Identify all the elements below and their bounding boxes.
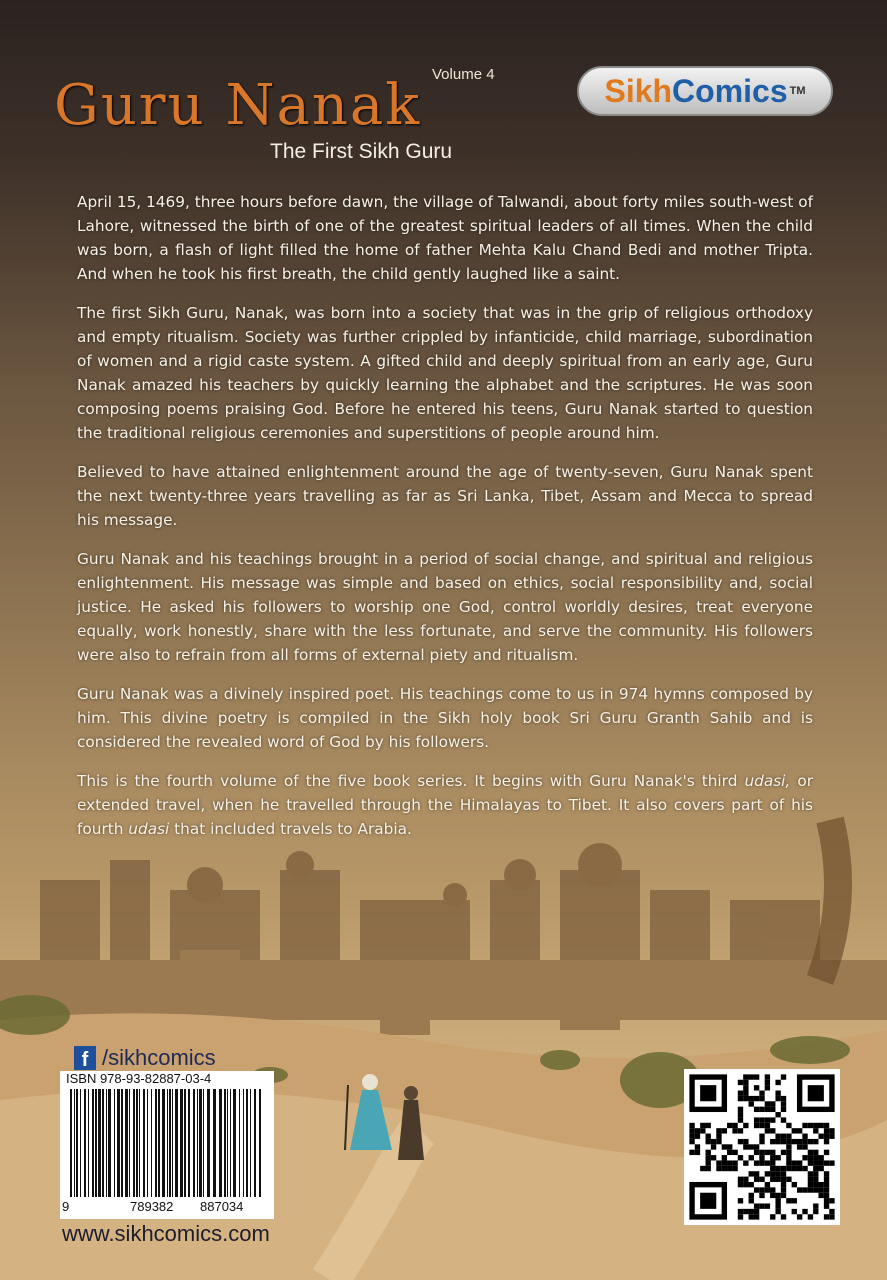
barcode-digit-group-2: 887034	[200, 1199, 244, 1214]
synopsis-paragraph-5: Guru Nanak was a divinely inspired poet. His teachings come to us in 974 hymns composed by him. This divine poetry is compiled in the Sikh holy book Sri Guru Granth Sahib and is considered the revealed word of God by his followers.	[77, 685, 813, 751]
synopsis-paragraph-1: April 15, 1469, three hours before dawn, the village of Talwandi, about forty miles south-west of Lahore, witnessed the birth of one of the greatest spiritual leaders of all times. When the child was born, a flash of light filled the home of father Mehta Kalu Chand Bedi and mother Tripta. And when he took his first breath, the child gently laughed like a saint.	[77, 193, 813, 283]
logo-trademark: TM	[789, 85, 806, 97]
facebook-icon: f	[74, 1046, 96, 1070]
isbn-number: ISBN 978-93-82887-03-4	[66, 1071, 212, 1086]
logo-part-sikh: Sikh	[604, 72, 673, 109]
synopsis-paragraph-3: Believed to have attained enlightenment around the age of twenty-seven, Guru Nanak spent the next twenty-three years travelling as far as Sri Lanka, Tibet, Assam and Mecca to spread his message.	[77, 463, 813, 529]
sikhcomics-logo	[577, 66, 833, 116]
cover-header	[0, 0, 887, 175]
facebook-handle: /sikhcomics	[102, 1045, 216, 1070]
book-synopsis	[77, 190, 813, 856]
logo-part-comics: Comics	[672, 72, 788, 109]
synopsis-paragraph-4: Guru Nanak and his teachings brought in a period of social change, and spiritual and religious enlightenment. His message was simple and based on ethics, social responsibility and, social justice. He asked his followers to worship one God, control worldly desires, treat everyone equally, work honestly, share with the less fortunate, and serve the community. His followers were also to refrain from all forms of external piety and ritualism.	[77, 550, 813, 664]
synopsis-paragraph-2: The first Sikh Guru, Nanak, was born into a society that was in the grip of religious orthodoxy and empty ritualism. Society was further crippled by infanticide, child marriage, subordination of women and a rigid caste system. A gifted child and deeply spiritual from an early age, Guru Nanak amazed his teachers by quickly learning the alphabet and the scriptures. He was soon composing poems praising God. Before he entered his teens, Guru Nanak started to question the traditional religious ceremonies and superstitions of people around him.	[77, 304, 813, 442]
barcode-digit-first: 9	[62, 1199, 70, 1214]
barcode-digit-group-1: 789382	[130, 1199, 174, 1214]
synopsis-paragraph-6	[77, 769, 813, 841]
volume-label: Volume 4	[432, 66, 495, 83]
isbn-barcode	[60, 1071, 274, 1219]
p6-text-b: or extended travel, when he travelled through the Himalayas to Tibet. It also covers part of his fourth	[77, 772, 813, 838]
qr-code[interactable]	[684, 1069, 840, 1225]
p6-udasi-1: udasi,	[744, 772, 791, 790]
book-subtitle: The First Sikh Guru	[270, 140, 453, 163]
p6-udasi-2: udasi	[128, 820, 170, 838]
p6-text-a: This is the fourth volume of the five book series. It begins with Guru Nanak's third	[77, 772, 745, 790]
p6-text-c: that included travels to Arabia.	[169, 820, 412, 838]
book-title: Guru Nanak	[54, 73, 422, 138]
barcode-bars	[68, 1089, 266, 1197]
facebook-link[interactable]	[74, 1045, 216, 1071]
website-url[interactable]: www.sikhcomics.com	[62, 1221, 270, 1246]
